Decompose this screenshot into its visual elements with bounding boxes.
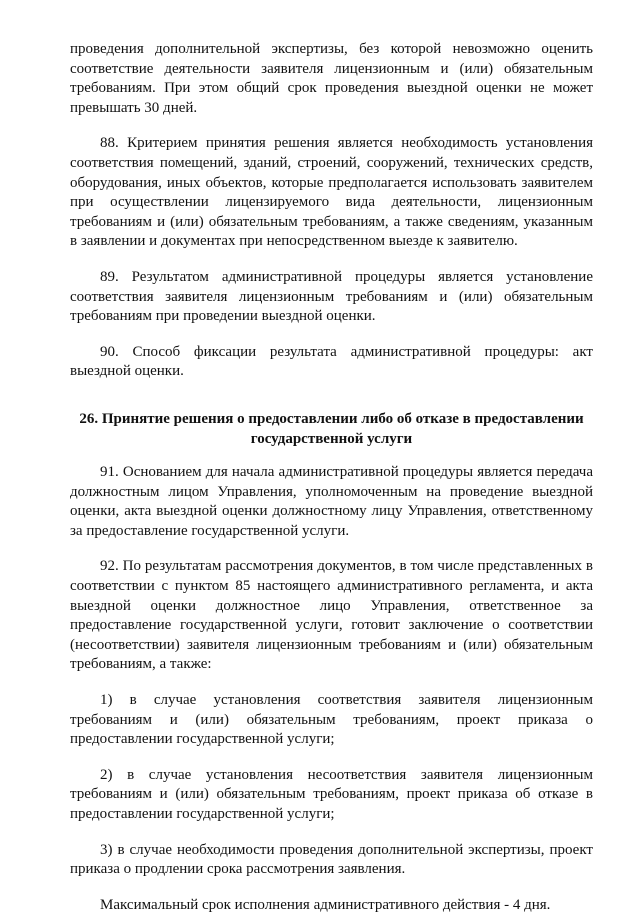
paragraph-92: 92. По результатам рассмотрения документов, в том числе представленных в соответствии с пунктом 85 настоящего административного регламента, и акта выездной оценки должностное лицо Управления, ответственное за предоставление государственной услуги, готовит заключение о соответствии (несоответствии) заявителя лицензионным требованиям и (или) обязательным требованиям, а также: xyxy=(70,558,593,673)
paragraph-90: 90. Способ фиксации результата административной процедуры: акт выездной оценки. xyxy=(70,343,593,380)
list-item-2: 2) в случае установления несоответствия заявителя лицензионным требованиям и (или) обязательным требованиям, проект приказа об отказе в предоставлении государственной услуги; xyxy=(70,766,593,822)
paragraph-continuation: проведения дополнительной экспертизы, без которой невозможно оценить соответствие деятельности заявителя лицензионным и (или) обязательным требованиям. При этом общий срок проведения выездной оценки не может превышать 30 дней. xyxy=(70,41,593,116)
list-item-3: 3) в случае необходимости проведения дополнительной экспертизы, проект приказа о продлении срока рассмотрения заявления. xyxy=(70,841,593,878)
document-page xyxy=(70,40,593,915)
list-item-1: 1) в случае установления соответствия заявителя лицензионным требованиям и (или) обязательным требованиям, проект приказа о предоставлении государственной услуги; xyxy=(70,692,593,748)
paragraph-max-duration: Максимальный срок исполнения административного действия - 4 дня. xyxy=(100,896,551,913)
section-heading-26: 26. Принятие решения о предоставлении либо об отказе в предоставлении государственной услуги xyxy=(79,410,584,447)
paragraph-89: 89. Результатом административной процедуры является установление соответствия заявителя лицензионным требованиям и (или) обязательным требованиям при проведении выездной оценки. xyxy=(70,268,593,325)
paragraph-88: 88. Критерием принятия решения является необходимость установления соответствия помещений, зданий, строений, сооружений, технических средств, оборудования, иных объектов, которые предполагается использовать заявителем при осуществлении лицензируемого вида деятельности, лицензионным требованиям и (или) обязательным требованиям, а также сведениям, указанным в заявлении и документах при непосредственном выезде к заявителю. xyxy=(70,135,593,250)
paragraph-91: 91. Основанием для начала административной процедуры является передача должностным лицом Управления, уполномоченным на проведение выездной оценки, акта выездной оценки должностному лицу Управления, ответственному за предоставление государственной услуги. xyxy=(70,464,593,539)
